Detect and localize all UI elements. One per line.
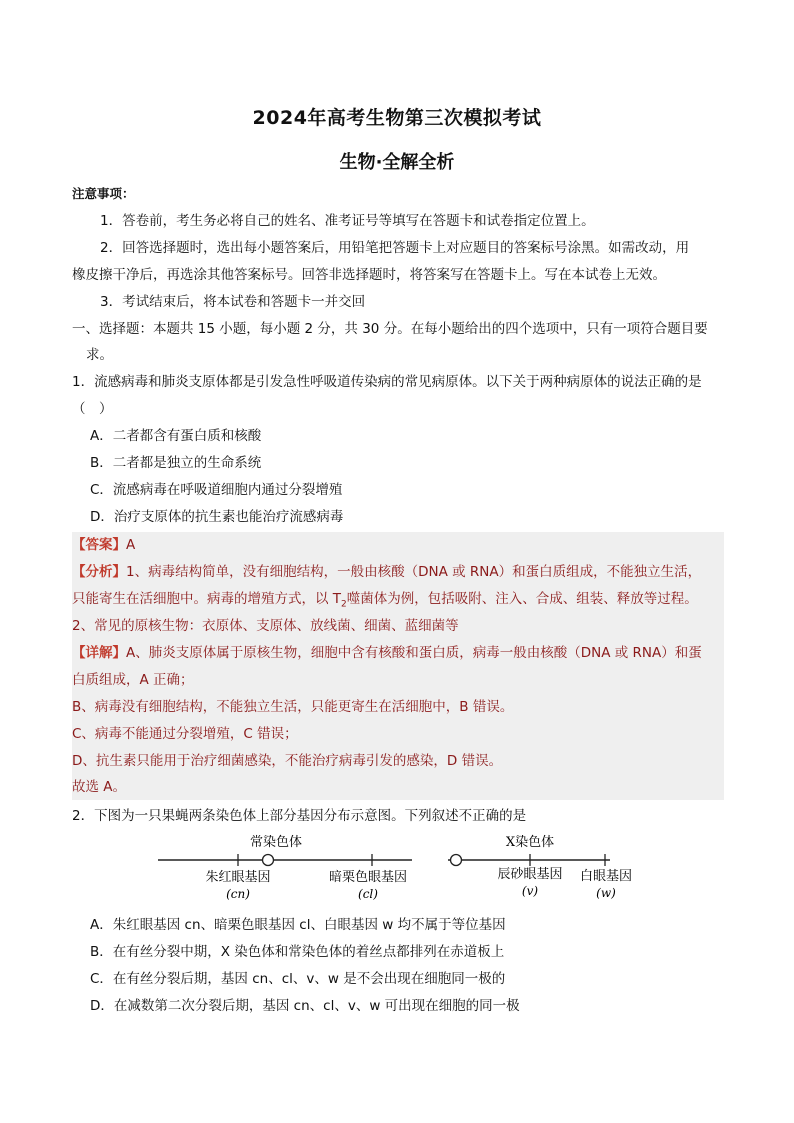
- detail-line: D、抗生素只能用于治疗细菌感染，不能治疗病毒引发的感染，D 错误。: [72, 753, 503, 769]
- analysis-line: [72, 562, 701, 582]
- section-heading: 一、选择题：本题共 15 小题，每小题 2 分，共 30 分。在每小题给出的四个选项中，只有一项符合题目要: [72, 321, 708, 337]
- detail-line: [72, 643, 702, 663]
- analysis-text: 只能寄生在活细胞中。病毒的增殖方式，以 T: [72, 591, 342, 607]
- notice-item: 2．回答选择题时，选出每小题答案后，用铅笔把答题卡上对应题目的答案标号涂黑。如需改动，用: [100, 240, 690, 256]
- chromosome-diagram: [150, 828, 650, 908]
- section-heading-cont: 求。: [86, 347, 113, 363]
- page-title: 2024年高考生物第三次模拟考试: [252, 107, 542, 129]
- analysis-text: 1、病毒结构简单，没有细胞结构，一般由核酸（DNA 或 RNA）和蛋白质组成，不能独立生活，: [126, 564, 702, 580]
- autosome-label: 常染色体: [249, 835, 303, 850]
- question-1-option-b: B．二者都是独立的生命系统: [90, 455, 262, 471]
- gene-cl-name: 暗栗色眼基因: [328, 870, 408, 885]
- question-1-option-c: C．流感病毒在呼吸道细胞内通过分裂增殖: [90, 482, 343, 498]
- analysis-line: 2、常见的原核生物：衣原体、支原体、放线菌、细菌、蓝细菌等: [72, 618, 459, 634]
- conclusion-line: 故选 A。: [72, 779, 127, 795]
- notice-item: 3．考试结束后，将本试卷和答题卡一并交回: [100, 294, 366, 310]
- question-1-option-d: D．治疗支原体的抗生素也能治疗流感病毒: [90, 509, 344, 525]
- gene-v-symbol: (v): [521, 884, 539, 898]
- notice-heading: 注意事项：: [72, 186, 135, 201]
- analysis-subscript: 2: [341, 599, 347, 610]
- notice-item: 橡皮擦干净后，再选涂其他答案标号。回答非选择题时，将答案写在答题卡上。写在本试卷上无效。: [72, 267, 666, 283]
- detail-line: B、病毒没有细胞结构，不能独立生活，只能更寄生在活细胞中，B 错误。: [72, 699, 514, 715]
- gene-w-name: 白眼基因: [579, 869, 633, 884]
- x-centromere: [451, 855, 462, 866]
- answer-line: [72, 535, 135, 555]
- analysis-text: 噬菌体为例，包括吸附、注入、合成、组装、释放等过程。: [346, 591, 698, 607]
- question-1-option-a: A．二者都含有蛋白质和核酸: [90, 428, 262, 444]
- gene-cn-name: 朱红眼基因: [205, 870, 271, 885]
- autosome-centromere: [263, 855, 274, 866]
- question-2-option-a: A．朱红眼基因 cn、暗栗色眼基因 cl、白眼基因 w 均不属于等位基因: [90, 917, 506, 933]
- analysis-line: [72, 589, 698, 615]
- question-2-option-d: D．在减数第二次分裂后期，基因 cn、cl、v、w 可出现在细胞的同一极: [90, 998, 520, 1014]
- question-1-stem-cont: （ ）: [72, 401, 113, 417]
- question-2-option-c: C．在有丝分裂后期，基因 cn、cl、v、w 是不会出现在细胞同一极的: [90, 971, 506, 987]
- gene-w-symbol: (w): [596, 886, 616, 900]
- analysis-tag: 【分析】: [72, 564, 126, 580]
- question-2-stem: 2．下图为一只果蝇两条染色体上部分基因分布示意图。下列叙述不正确的是: [72, 808, 527, 824]
- x-chromosome-label: X染色体: [505, 835, 555, 850]
- question-1-stem: 1．流感病毒和肺炎支原体都是引发急性呼吸道传染病的常见病原体。以下关于两种病原体的说法正确的是: [72, 374, 702, 390]
- detail-line: C、病毒不能通过分裂增殖，C 错误；: [72, 726, 298, 742]
- detail-tag: 【详解】: [72, 645, 126, 661]
- question-2-option-b: B．在有丝分裂中期，X 染色体和常染色体的着丝点都排列在赤道板上: [90, 944, 505, 960]
- detail-line: 白质组成，A 正确；: [72, 672, 194, 688]
- answer-value: A: [126, 537, 136, 553]
- detail-text: A、肺炎支原体属于原核生物，细胞中含有核酸和蛋白质，病毒一般由核酸（DNA 或 RNA）和蛋: [126, 645, 702, 661]
- answer-tag: 【答案】: [72, 537, 126, 553]
- gene-cl-symbol: (cl): [358, 887, 378, 901]
- notice-item: 1．答卷前，考生务必将自己的姓名、准考证号等填写在答题卡和试卷指定位置上。: [100, 213, 595, 229]
- page-subtitle: 生物·全解全析: [339, 152, 455, 173]
- gene-cn-symbol: (cn): [226, 887, 250, 901]
- gene-v-name: 辰砂眼基因: [497, 867, 563, 882]
